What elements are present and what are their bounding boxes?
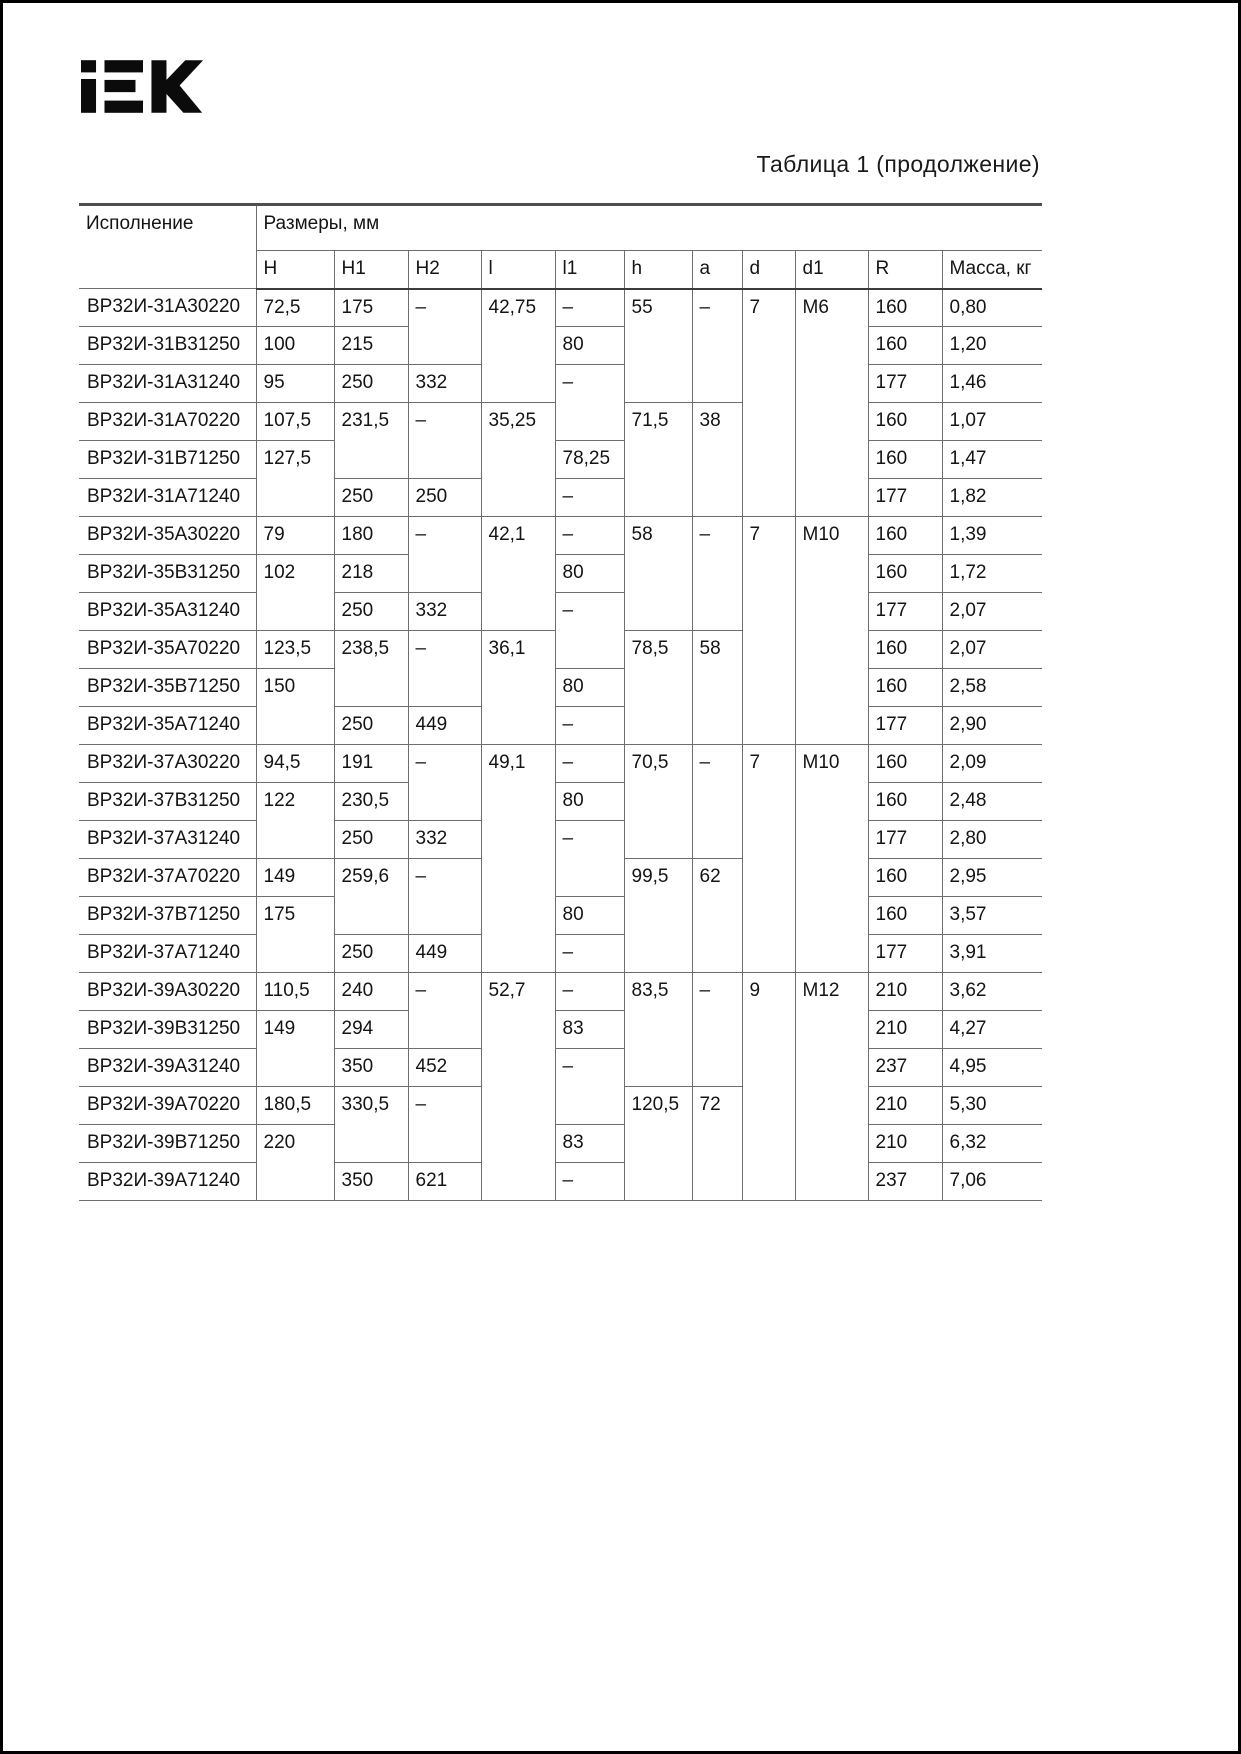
- dim-cell-R: 160: [868, 403, 942, 441]
- model-cell: ВР32И-37А71240: [79, 935, 256, 973]
- dim-cell-m: 2,90: [942, 707, 1042, 745]
- dim-cell-d1: M12: [795, 973, 868, 1201]
- dim-cell-H1: 250: [334, 479, 408, 517]
- dim-cell-H: 95: [256, 365, 334, 403]
- dim-cell-l1: –: [555, 935, 624, 973]
- dim-cell-R: 237: [868, 1049, 942, 1087]
- table-row: [79, 555, 1042, 593]
- dim-cell-H2: –: [408, 745, 481, 821]
- dim-cell-l1: –: [555, 973, 624, 1011]
- model-cell: ВР32И-39В31250: [79, 1011, 256, 1049]
- dim-cell-a: 72: [692, 1087, 742, 1201]
- dim-cell-R: 160: [868, 745, 942, 783]
- iek-logo-icon: [81, 58, 205, 115]
- dim-cell-h: 55: [624, 289, 692, 403]
- dim-cell-H: 220: [256, 1125, 334, 1201]
- dim-cell-H1: 350: [334, 1163, 408, 1201]
- dim-cell-R: 160: [868, 555, 942, 593]
- dim-cell-R: 160: [868, 859, 942, 897]
- dim-cell-H: 180,5: [256, 1087, 334, 1125]
- dim-cell-H2: 452: [408, 1049, 481, 1087]
- dim-cell-l1: –: [555, 365, 624, 441]
- dim-cell-H1: 330,5: [334, 1087, 408, 1163]
- dim-cell-m: 3,62: [942, 973, 1042, 1011]
- table-row: [79, 441, 1042, 479]
- model-cell: ВР32И-37В71250: [79, 897, 256, 935]
- dim-cell-m: 7,06: [942, 1163, 1042, 1201]
- col-header-10: Масса, кг: [942, 251, 1042, 289]
- table-row: [79, 1049, 1042, 1087]
- dim-cell-l: 49,1: [481, 745, 555, 973]
- dim-cell-H: 102: [256, 555, 334, 631]
- dim-cell-l: 52,7: [481, 973, 555, 1201]
- dim-cell-l1: –: [555, 1049, 624, 1125]
- dim-cell-m: 1,20: [942, 327, 1042, 365]
- dim-cell-a: 38: [692, 403, 742, 517]
- dim-cell-m: 1,39: [942, 517, 1042, 555]
- dim-cell-m: 5,30: [942, 1087, 1042, 1125]
- model-cell: ВР32И-39А31240: [79, 1049, 256, 1087]
- dim-cell-d1: M6: [795, 289, 868, 517]
- dim-cell-l1: 80: [555, 669, 624, 707]
- dim-cell-d: 7: [742, 289, 795, 517]
- dim-cell-l1: 80: [555, 897, 624, 935]
- dim-cell-l: 42,1: [481, 517, 555, 631]
- table-row: [79, 897, 1042, 935]
- dim-cell-H: 94,5: [256, 745, 334, 783]
- dim-cell-H: 127,5: [256, 441, 334, 517]
- dim-cell-H2: –: [408, 517, 481, 593]
- dim-cell-d1: M10: [795, 745, 868, 973]
- dim-cell-R: 160: [868, 327, 942, 365]
- dim-cell-l1: –: [555, 517, 624, 555]
- model-cell: ВР32И-31А70220: [79, 403, 256, 441]
- dim-cell-R: 237: [868, 1163, 942, 1201]
- dim-cell-l: 36,1: [481, 631, 555, 745]
- dim-cell-H1: 250: [334, 935, 408, 973]
- dim-cell-R: 177: [868, 479, 942, 517]
- dim-cell-H1: 240: [334, 973, 408, 1011]
- dim-cell-m: 3,91: [942, 935, 1042, 973]
- dim-cell-h: 78,5: [624, 631, 692, 745]
- dim-cell-H1: 230,5: [334, 783, 408, 821]
- dim-cell-m: 2,80: [942, 821, 1042, 859]
- dim-cell-R: 160: [868, 289, 942, 327]
- dim-cell-a: –: [692, 745, 742, 859]
- dim-cell-H1: 250: [334, 707, 408, 745]
- dim-cell-h: 71,5: [624, 403, 692, 517]
- dim-cell-H2: 332: [408, 365, 481, 403]
- table-body: [79, 289, 1042, 1201]
- group-header: Размеры, мм: [256, 205, 1042, 251]
- dim-cell-H: 149: [256, 859, 334, 897]
- dim-cell-H1: 231,5: [334, 403, 408, 479]
- dim-cell-R: 160: [868, 897, 942, 935]
- model-cell: ВР32И-31В31250: [79, 327, 256, 365]
- dim-cell-m: 0,80: [942, 289, 1042, 327]
- dim-cell-H: 79: [256, 517, 334, 555]
- dim-cell-R: 160: [868, 441, 942, 479]
- dim-cell-R: 210: [868, 1125, 942, 1163]
- dim-cell-a: 62: [692, 859, 742, 973]
- dim-cell-H: 150: [256, 669, 334, 745]
- col-header-9: R: [868, 251, 942, 289]
- iek-logo: [81, 58, 205, 115]
- dim-cell-l: 35,25: [481, 403, 555, 517]
- table-row: [79, 593, 1042, 631]
- col-header-3: l: [481, 251, 555, 289]
- dim-cell-H2: –: [408, 403, 481, 479]
- dim-cell-H1: 250: [334, 593, 408, 631]
- dim-cell-l1: –: [555, 707, 624, 745]
- model-cell: ВР32И-35В31250: [79, 555, 256, 593]
- model-cell: ВР32И-39А30220: [79, 973, 256, 1011]
- dim-cell-H: 100: [256, 327, 334, 365]
- dim-cell-H: 72,5: [256, 289, 334, 327]
- model-cell: ВР32И-39В71250: [79, 1125, 256, 1163]
- dim-cell-l: 42,75: [481, 289, 555, 403]
- dim-cell-H2: –: [408, 631, 481, 707]
- model-cell: ВР32И-35А30220: [79, 517, 256, 555]
- dim-cell-R: 210: [868, 1011, 942, 1049]
- model-cell: ВР32И-35В71250: [79, 669, 256, 707]
- dim-cell-m: 4,95: [942, 1049, 1042, 1087]
- table-row: [79, 821, 1042, 859]
- dim-cell-H2: 332: [408, 593, 481, 631]
- table-row: [79, 669, 1042, 707]
- model-cell: ВР32И-31А31240: [79, 365, 256, 403]
- dim-cell-h: 58: [624, 517, 692, 631]
- dim-cell-l1: –: [555, 289, 624, 327]
- dim-cell-l1: 80: [555, 555, 624, 593]
- dim-cell-a: –: [692, 289, 742, 403]
- header-row-top: [79, 205, 1042, 251]
- dim-cell-H1: 191: [334, 745, 408, 783]
- dim-cell-H1: 350: [334, 1049, 408, 1087]
- table-row: [79, 479, 1042, 517]
- dim-cell-R: 177: [868, 821, 942, 859]
- dim-cell-H2: 449: [408, 935, 481, 973]
- dim-cell-R: 160: [868, 631, 942, 669]
- model-cell: ВР32И-37А31240: [79, 821, 256, 859]
- dim-cell-m: 1,46: [942, 365, 1042, 403]
- dim-cell-H: 123,5: [256, 631, 334, 669]
- dim-cell-m: 2,09: [942, 745, 1042, 783]
- dim-cell-a: –: [692, 517, 742, 631]
- model-cell: ВР32И-37В31250: [79, 783, 256, 821]
- dim-cell-a: –: [692, 973, 742, 1087]
- dim-cell-H: 149: [256, 1011, 334, 1087]
- dim-cell-H2: 250: [408, 479, 481, 517]
- table-row: [79, 1163, 1042, 1201]
- dim-cell-R: 177: [868, 707, 942, 745]
- dim-cell-H1: 215: [334, 327, 408, 365]
- col-header-7: d: [742, 251, 795, 289]
- col-header-6: a: [692, 251, 742, 289]
- dim-cell-l1: –: [555, 1163, 624, 1201]
- table-row: [79, 1011, 1042, 1049]
- dim-cell-H1: 250: [334, 365, 408, 403]
- dim-cell-m: 2,07: [942, 631, 1042, 669]
- col-header-1: H1: [334, 251, 408, 289]
- model-cell: ВР32И-35А70220: [79, 631, 256, 669]
- model-cell: ВР32И-39А71240: [79, 1163, 256, 1201]
- dim-cell-H: 175: [256, 897, 334, 973]
- dim-cell-l1: –: [555, 821, 624, 897]
- table-row: [79, 327, 1042, 365]
- model-cell: ВР32И-37А70220: [79, 859, 256, 897]
- dim-cell-h: 99,5: [624, 859, 692, 973]
- dim-cell-a: 58: [692, 631, 742, 745]
- col-header-2: H2: [408, 251, 481, 289]
- dim-cell-H: 122: [256, 783, 334, 859]
- table-row: [79, 935, 1042, 973]
- model-cell: ВР32И-31В71250: [79, 441, 256, 479]
- table-row: [79, 973, 1042, 1011]
- dim-cell-l1: 83: [555, 1125, 624, 1163]
- table-row: [79, 1125, 1042, 1163]
- dim-cell-H2: 449: [408, 707, 481, 745]
- dim-cell-R: 160: [868, 517, 942, 555]
- col-header-5: h: [624, 251, 692, 289]
- dim-cell-d: 9: [742, 973, 795, 1201]
- dim-cell-d: 7: [742, 745, 795, 973]
- dim-cell-H2: –: [408, 973, 481, 1049]
- dim-cell-R: 160: [868, 783, 942, 821]
- dim-cell-H1: 180: [334, 517, 408, 555]
- dim-cell-l1: 78,25: [555, 441, 624, 479]
- dim-cell-l1: –: [555, 479, 624, 517]
- model-cell: ВР32И-31А30220: [79, 289, 256, 327]
- dim-cell-H2: 332: [408, 821, 481, 859]
- dim-cell-H2: –: [408, 859, 481, 935]
- dim-cell-R: 160: [868, 669, 942, 707]
- dim-cell-H1: 175: [334, 289, 408, 327]
- dim-cell-m: 4,27: [942, 1011, 1042, 1049]
- dim-cell-m: 1,07: [942, 403, 1042, 441]
- dim-cell-H1: 218: [334, 555, 408, 593]
- dim-cell-h: 83,5: [624, 973, 692, 1087]
- dim-cell-R: 177: [868, 935, 942, 973]
- dim-cell-h: 70,5: [624, 745, 692, 859]
- dim-cell-H1: 259,6: [334, 859, 408, 935]
- table-caption: Таблица 1 (продолжение): [756, 151, 1040, 177]
- dim-cell-R: 177: [868, 593, 942, 631]
- table-row: [79, 517, 1042, 555]
- dim-cell-l1: 80: [555, 783, 624, 821]
- dim-cell-H1: 250: [334, 821, 408, 859]
- dim-cell-m: 2,58: [942, 669, 1042, 707]
- dim-cell-m: 2,07: [942, 593, 1042, 631]
- dim-cell-m: 1,72: [942, 555, 1042, 593]
- dim-cell-H2: –: [408, 1087, 481, 1163]
- dim-cell-H1: 294: [334, 1011, 408, 1049]
- dimensions-table: [79, 203, 1042, 1201]
- model-cell: ВР32И-35А31240: [79, 593, 256, 631]
- dim-cell-l1: 83: [555, 1011, 624, 1049]
- dim-cell-h: 120,5: [624, 1087, 692, 1201]
- col-header-4: l1: [555, 251, 624, 289]
- dim-cell-H: 107,5: [256, 403, 334, 441]
- col-header-8: d1: [795, 251, 868, 289]
- table-row: [79, 289, 1042, 327]
- corner-header: Исполнение: [79, 205, 256, 289]
- dim-cell-H2: 621: [408, 1163, 481, 1201]
- model-cell: ВР32И-31А71240: [79, 479, 256, 517]
- dim-cell-l1: –: [555, 745, 624, 783]
- dim-cell-m: 6,32: [942, 1125, 1042, 1163]
- dim-cell-l1: –: [555, 593, 624, 669]
- model-cell: ВР32И-39А70220: [79, 1087, 256, 1125]
- dim-cell-m: 2,48: [942, 783, 1042, 821]
- col-header-0: H: [256, 251, 334, 289]
- dim-cell-m: 3,57: [942, 897, 1042, 935]
- dim-cell-d: 7: [742, 517, 795, 745]
- dim-cell-R: 177: [868, 365, 942, 403]
- table-row: [79, 745, 1042, 783]
- model-cell: ВР32И-37А30220: [79, 745, 256, 783]
- table-row: [79, 783, 1042, 821]
- dim-cell-m: 1,47: [942, 441, 1042, 479]
- dim-cell-R: 210: [868, 1087, 942, 1125]
- dim-cell-H2: –: [408, 289, 481, 365]
- dim-cell-H1: 238,5: [334, 631, 408, 707]
- dim-cell-H: 110,5: [256, 973, 334, 1011]
- dimensions-table-wrap: [79, 203, 1042, 1201]
- dim-cell-R: 210: [868, 973, 942, 1011]
- table-row: [79, 707, 1042, 745]
- model-cell: ВР32И-35А71240: [79, 707, 256, 745]
- dim-cell-m: 2,95: [942, 859, 1042, 897]
- dim-cell-m: 1,82: [942, 479, 1042, 517]
- dim-cell-l1: 80: [555, 327, 624, 365]
- dim-cell-d1: M10: [795, 517, 868, 745]
- table-row: [79, 365, 1042, 403]
